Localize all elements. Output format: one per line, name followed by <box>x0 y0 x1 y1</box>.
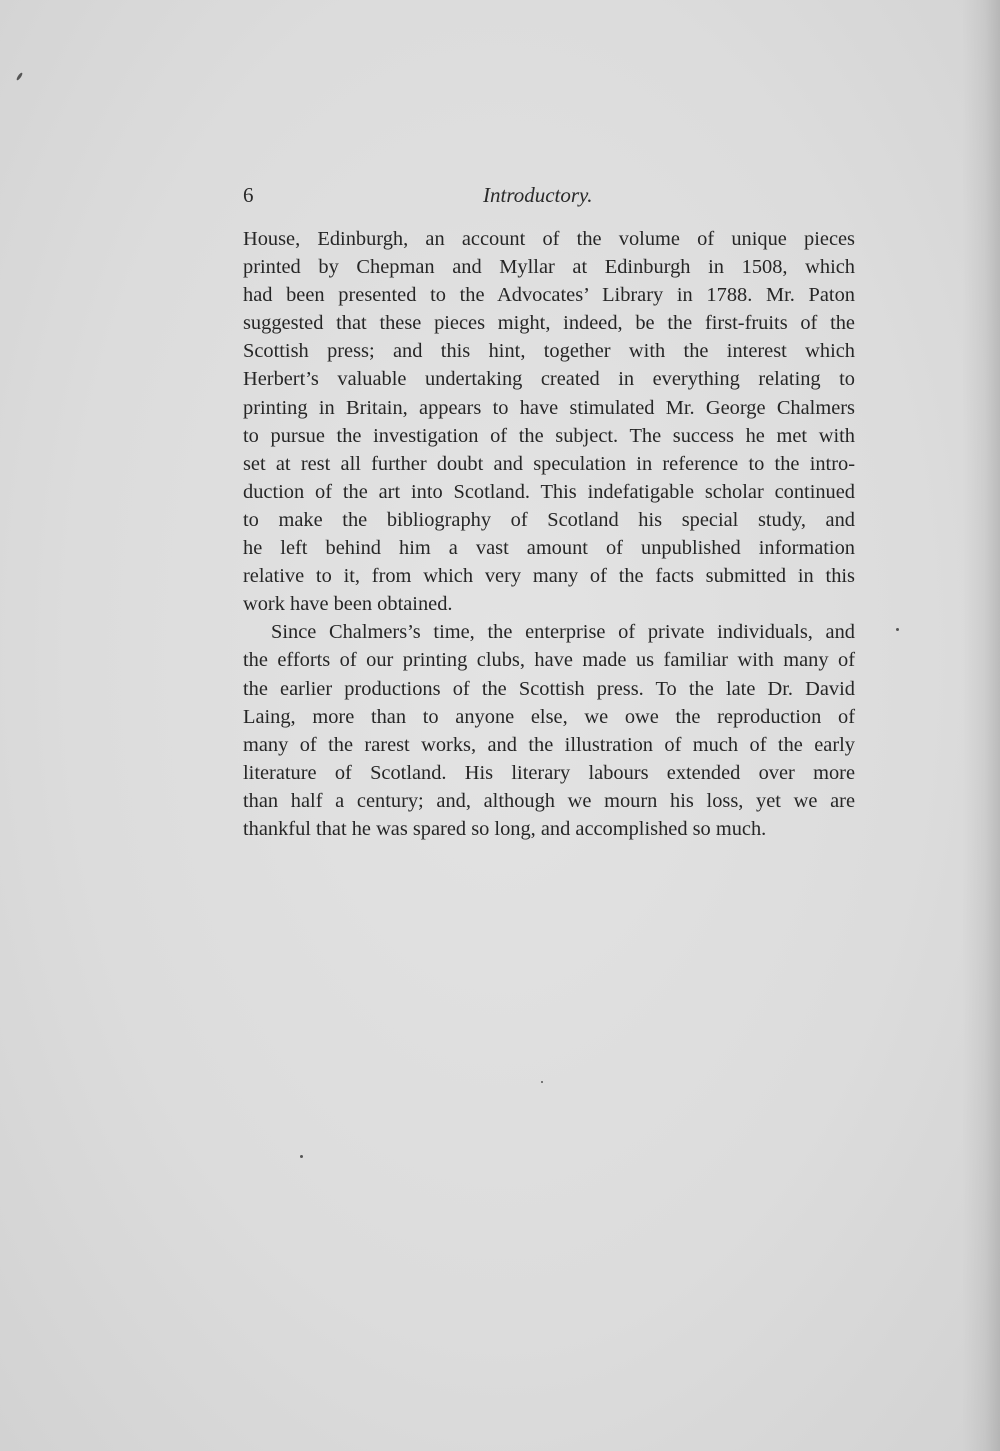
paragraph-1 <box>243 225 855 618</box>
text-line: Scottish press; and this hint, together with the interest which <box>243 340 855 363</box>
text-line: many of the rarest works, and the illustration of much of the early <box>243 733 855 756</box>
text-line: Since Chalmers’s time, the enterprise of private individuals, and <box>271 621 855 644</box>
paragraph-2 <box>243 618 855 843</box>
text-line: the earlier productions of the Scottish press. To the late Dr. David <box>243 677 855 700</box>
text-line: thankful that he was spared so long, and accomplished so much. <box>243 817 767 840</box>
page-edge-shadow <box>962 0 1000 1451</box>
body-text <box>243 225 855 843</box>
text-line: printing in Britain, appears to have stimulated Mr. George Chalmers <box>243 396 855 419</box>
running-head <box>243 183 855 213</box>
text-line: he left behind him a vast amount of unpublished information <box>243 537 855 560</box>
paper-speck <box>300 1155 303 1158</box>
text-line: literature of Scotland. His literary labours extended over more <box>243 761 855 784</box>
running-title: Introductory. <box>483 183 593 207</box>
text-line: set at rest all further doubt and speculation in reference to the intro- <box>243 452 855 475</box>
text-line: than half a century; and, although we mourn his loss, yet we are <box>243 789 855 812</box>
text-line: Laing, more than to anyone else, we owe the reproduction of <box>243 705 855 728</box>
page-number: 6 <box>243 183 254 207</box>
text-line: duction of the art into Scotland. This indefatigable scholar continued <box>243 480 855 503</box>
text-line: relative to it, from which very many of the facts submitted in this <box>243 565 855 588</box>
text-line: to pursue the investigation of the subject. The success he met with <box>243 424 855 447</box>
text-line: Herbert’s valuable undertaking created in everything relating to <box>243 368 855 391</box>
text-line: had been presented to the Advocates’ Library in 1788. Mr. Paton <box>243 284 855 307</box>
text-line: printed by Chepman and Myllar at Edinburgh in 1508, which <box>243 256 855 279</box>
text-line: to make the bibliography of Scotland his special study, and <box>243 508 855 531</box>
text-line: House, Edinburgh, an account of the volume of unique pieces <box>243 228 855 250</box>
paper-speck <box>541 1081 543 1083</box>
paper-speck <box>16 72 24 81</box>
text-line: work have been obtained. <box>243 593 453 616</box>
paper-speck <box>896 628 899 631</box>
text-line: suggested that these pieces might, indeed, be the first-fruits of the <box>243 312 855 335</box>
text-line: the efforts of our printing clubs, have made us familiar with many of <box>243 649 855 672</box>
